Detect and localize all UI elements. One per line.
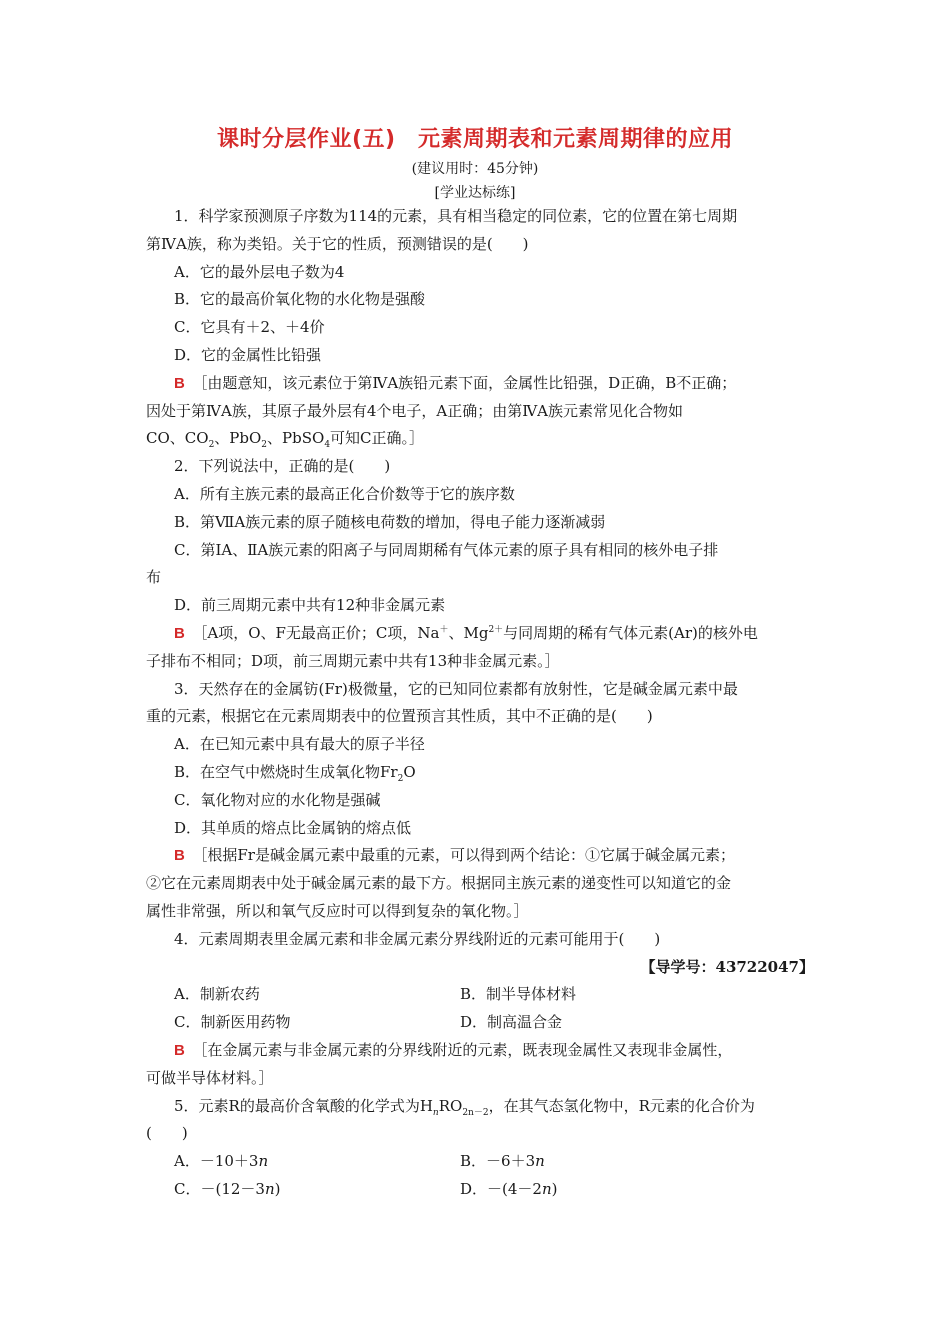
q3-explanation-line3: 属性非常强，所以和氧气反应时可以得到复杂的氧化物。］ bbox=[146, 901, 529, 920]
q1-explanation-line1: B ［由题意知，该元素位于第ⅣA族铅元素下面，金属性比铅强，D正确，B不正确； bbox=[174, 373, 737, 392]
q3-stem-line1: 3．天然存在的金属钫(Fr)极微量，它的已知同位素都有放射性，它是碱金属元素中最 bbox=[174, 679, 738, 698]
q2-option-d: D．前三周期元素中共有12种非金属元素 bbox=[174, 596, 446, 615]
q3-option-d: D．其单质的熔点比金属钠的熔点低 bbox=[174, 818, 412, 837]
q5-stem-line2: ( ) bbox=[146, 1124, 188, 1143]
page-title: 课时分层作业(五) 元素周期表和元素周期律的应用 bbox=[216, 127, 734, 152]
q4-options-cd bbox=[146, 1009, 814, 1037]
q5-stem-line1: 5．元素R的最高价含氧酸的化学式为$H_nRO_{2n-2}$，在其气态氢化物中，R元素的化合价为 bbox=[174, 1096, 755, 1118]
q3-option-c: C．氧化物对应的水化物是强碱 bbox=[174, 790, 381, 809]
time-note: (建议用时：45分钟) bbox=[411, 161, 539, 177]
q3-stem-line2: 重的元素，根据它在元素周期表中的位置预言其性质，其中不正确的是( ) bbox=[146, 707, 653, 726]
q4-explanation-line2: 可做半导体材料。］ bbox=[146, 1068, 274, 1087]
q4-answer: B bbox=[174, 1041, 185, 1059]
q2-explanation-line1: B ［A项，O、F无最高正价；C项，Na＋、$Mg^{2+}$与同周期的稀有气体元素(Ar)的核外电 bbox=[174, 623, 758, 642]
q5-option-a: A．－10＋3n bbox=[174, 1152, 269, 1171]
q5-option-d: D．－(4－2n) bbox=[460, 1179, 558, 1198]
q1-option-b: B．它的最高价氧化物的水化物是强酸 bbox=[174, 290, 426, 309]
q5-option-b: B．－6＋3n bbox=[460, 1152, 545, 1171]
q4-option-d: D．制高温合金 bbox=[460, 1013, 563, 1032]
q2-explanation-line2: 子排布不相同；D项，前三周期元素中共有13种非金属元素。］ bbox=[146, 651, 560, 670]
q4-options-ab bbox=[146, 981, 814, 1009]
q4-option-a: A．制新农药 bbox=[174, 985, 260, 1004]
q1-stem-line2: 第ⅣA族，称为类铅。关于它的性质，预测错误的是( ) bbox=[146, 234, 529, 253]
q2-option-a: A．所有主族元素的最高正化合价数等于它的族序数 bbox=[174, 484, 515, 503]
q2-option-c-line1: C．第ⅠA、ⅡA族元素的阳离子与同周期稀有气体元素的原子具有相同的核外电子排 bbox=[174, 540, 719, 559]
q3-explanation-line1: B ［根据Fr是碱金属元素中最重的元素，可以得到两个结论：①它属于碱金属元素； bbox=[174, 846, 735, 865]
q1-option-c: C．它具有＋2、＋4价 bbox=[174, 318, 325, 337]
question-body bbox=[146, 203, 814, 1204]
q3-option-b: B．在空气中燃烧时生成氧化物$Fr_2O$ bbox=[174, 762, 416, 784]
q1-explanation-line2: 因处于第ⅣA族，其原子最外层有4个电子，A正确；由第ⅣA族元素常见化合物如 bbox=[146, 401, 684, 420]
q4-guide-number: 【导学号：43722047】 bbox=[640, 957, 814, 976]
q4-stem: 4．元素周期表里金属元素和非金属元素分界线附近的元素可能用于( ) bbox=[174, 929, 661, 948]
q1-option-d: D．它的金属性比铅强 bbox=[174, 345, 322, 364]
q2-option-b: B．第ⅦA族元素的原子随核电荷数的增加，得电子能力逐渐减弱 bbox=[174, 512, 606, 531]
q1-answer: B bbox=[174, 374, 185, 392]
q2-option-c-line2: 布 bbox=[146, 568, 162, 587]
q4-option-b: B．制半导体材料 bbox=[460, 985, 577, 1004]
q1-option-a: A．它的最外层电子数为4 bbox=[174, 262, 345, 281]
q5-options-ab bbox=[146, 1148, 814, 1176]
section-heading: [学业达标练] bbox=[434, 185, 516, 201]
q3-answer: B bbox=[174, 847, 185, 865]
q1-explanation-line3: CO、$CO_2$、PbO$_2$、PbSO$_4$可知C正确。］ bbox=[146, 429, 425, 451]
q2-stem: 2．下列说法中，正确的是( ) bbox=[174, 457, 391, 476]
q3-explanation-line2: ②它在元素周期表中处于碱金属元素的最下方。根据同主族元素的递变性可以知道它的金 bbox=[146, 874, 732, 893]
q5-options-cd bbox=[146, 1176, 814, 1204]
q1-stem-line1: 1．科学家预测原子序数为114的元素，具有相当稳定的同位素，它的位置在第七周期 bbox=[174, 207, 738, 225]
q4-explanation-line1: B ［在金属元素与非金属元素的分界线附近的元素，既表现金属性又表现非金属性， bbox=[174, 1040, 733, 1059]
q4-option-c: C．制新医用药物 bbox=[174, 1013, 291, 1032]
q2-answer: B bbox=[174, 624, 185, 642]
q3-option-a: A．在已知元素中具有最大的原子半径 bbox=[174, 735, 425, 754]
q5-option-c: C．－(12－3n) bbox=[174, 1179, 281, 1198]
